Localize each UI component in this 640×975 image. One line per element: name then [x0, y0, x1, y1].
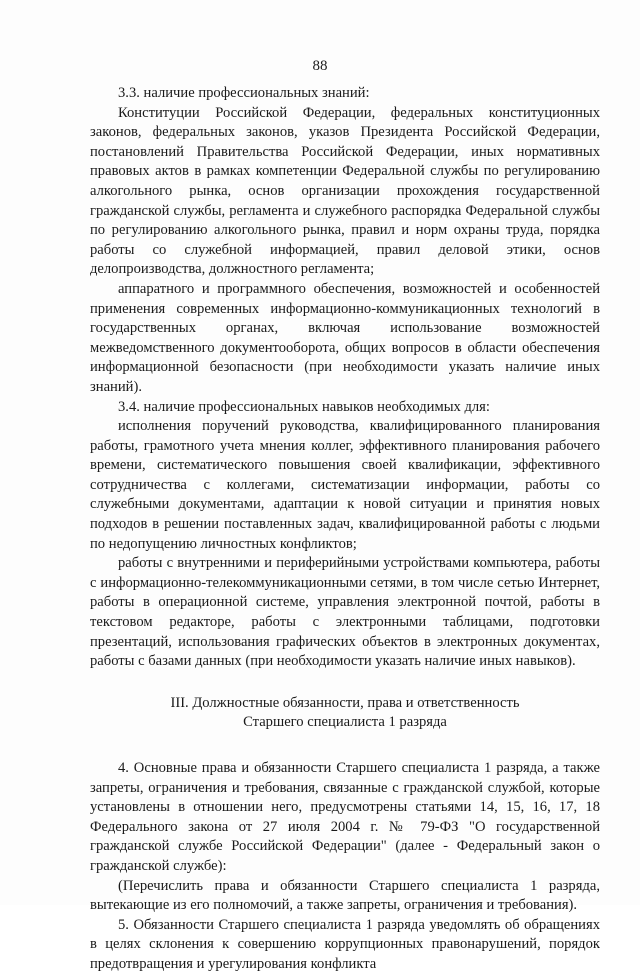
paragraph-5: 5. Обязанности Старшего специалиста 1 разряда уведомлять об обращениях в целях склонения к совершению коррупционных правонарушений, порядок предотвращения и урегулирования конфликта	[90, 916, 600, 972]
document-body	[90, 84, 600, 975]
section-heading-line2: Старшего специалиста 1 разряда	[243, 714, 447, 731]
paragraph-4: 4. Основные права и обязанности Старшего специалиста 1 разряда, а также запреты, ограничения и требования, связанные с гражданской службой, которые установлены в отношении него, предусмотрены статьями 14, 15, 16, 17, 18 Федерального закона от 27 июля 2004 г. № 79-ФЗ "О государственной гражданской службе Российской Федерации" (далее - Федеральный закон о гражданской службе):	[90, 760, 600, 874]
paragraph-knowledge-it: аппаратного и программного обеспечения, возможностей и особенностей применения современных информационно-коммуникационных технологий в государственных органах, включая использование возможностей межведомственного документооборота, общих вопросов в области обеспечения информационной безопасности (при необходимости указать наличие иных знаний).	[90, 280, 600, 395]
page-number: 88	[312, 58, 328, 74]
paragraph-skills-work: исполнения поручений руководства, квалифицированного планирования работы, грамотного учета мнения коллег, эффективного планирования рабочего времени, систематического повышения своей квалификации, эффективного сотрудничества с коллегами, систематизации информации, работы со служебными документами, адаптации к новой ситуации и принятия новых подходов в решении поставленных задач, квалифицированной работы с людьми по недопущению личностных конфликтов;	[90, 418, 600, 552]
paragraph-3-4: 3.4. наличие профессиональных навыков необходимых для:	[118, 398, 490, 415]
section-heading	[90, 694, 600, 733]
paragraph-3-3: 3.3. наличие профессиональных знаний:	[118, 85, 370, 101]
paragraph-knowledge-laws: Конституции Российской Федерации, федеральных конституционных законов, федеральных законов, указов Президента Российской Федерации, постановлений Правительства Российской Федерации, иных нормативных правовых актов в рамках компетенции Федеральной службы по регулированию алкогольного рынка, основ организации прохождения государственной гражданской службы, регламента и служебного распорядка Федеральной службы по регулированию алкогольного рынка, правил и норм охраны труда, порядка работы со служебной информацией, правил деловой этики, основ делопроизводства, должностного регламента;	[90, 104, 600, 278]
paragraph-list-rights: (Перечислить права и обязанности Старшего специалиста 1 разряда, вытекающие из его полномочий, а также запреты, ограничения и требования).	[90, 877, 600, 914]
section-heading-line1: III. Должностные обязанности, права и ответственность	[170, 694, 520, 711]
paragraph-skills-computer: работы с внутренними и периферийными устройствами компьютера, работы с информационно-телекоммуникационными сетями, в том числе сетью Интернет, работы в операционной системе, управления электронной почтой, работы в текстовом редакторе, работы с электронными таблицами, подготовки презентаций, использования графических объектов в электронных документах, работы с базами данных (при необходимости указать наличие иных навыков).	[90, 555, 600, 670]
